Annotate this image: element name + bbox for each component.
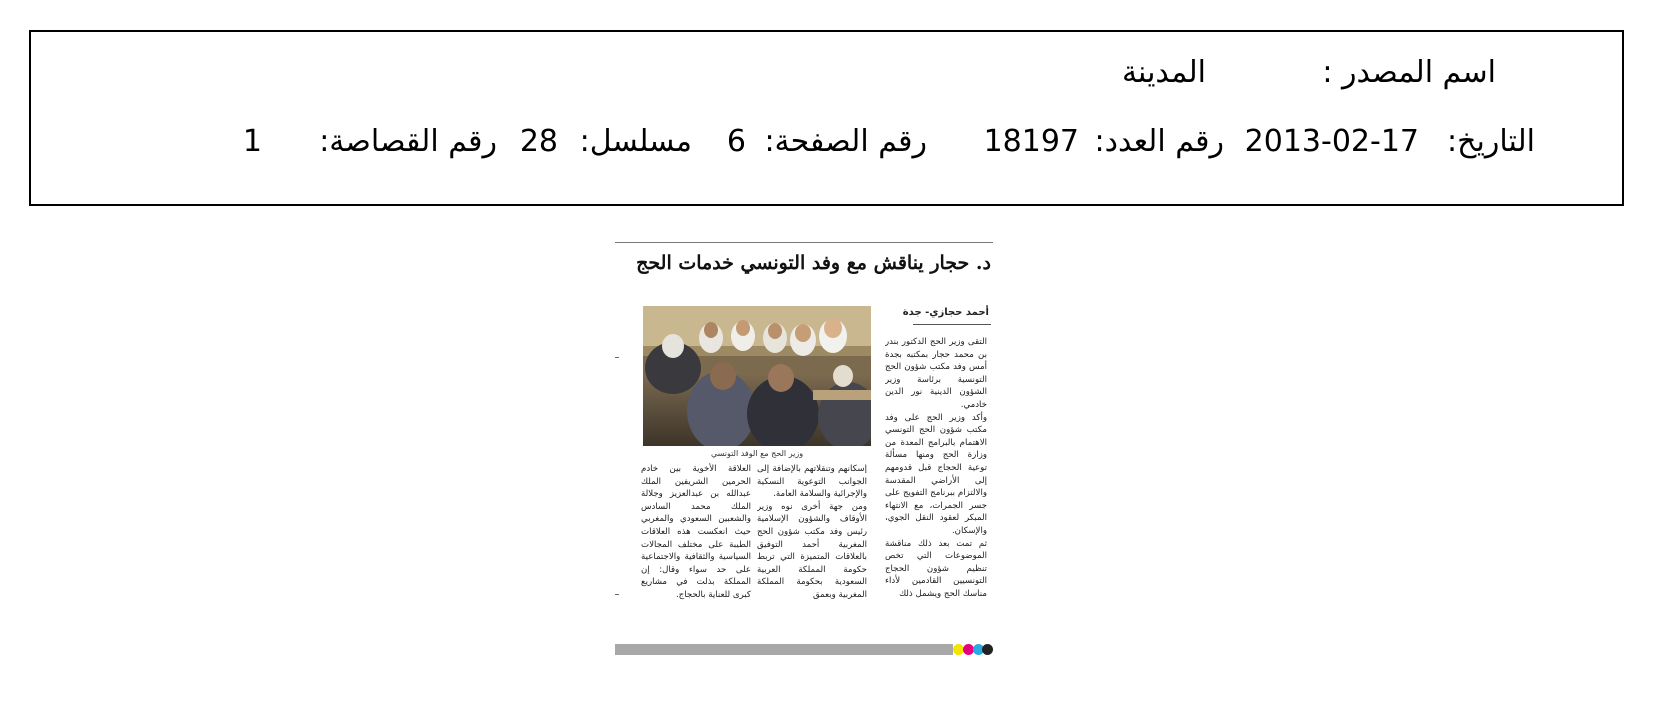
page-label: رقم الصفحة:	[764, 124, 927, 159]
article-column-right	[885, 336, 987, 648]
meeting-photo-illustration	[643, 306, 871, 446]
metadata-box	[29, 30, 1624, 206]
paragraph: العلاقة الأخوية بين خادم الحرمين الشريفين الملك عبدالله بن عبدالعزيز وجلالة الملك محمد السادس والشعبين السعودي والمغربي حيث انعكست هذه العلاقات الطيبة على مختلف المجالات السياسية والثقافية والاجتماعية على حد سواء وقال: إن المملكة بذلت في مشاريع كبرى للعناية بالحجاج.	[641, 464, 751, 600]
color-bar	[615, 644, 953, 655]
article-photo	[643, 306, 871, 446]
paragraph: وأكد وزير الحج على وفد مكتب شؤون الحج التونسي الاهتمام بالبرامج المعدة من وزارة الحج ومنها مسألة توعية الحجاج قبل قدومهم إلى الأراضي المقدسة والالتزام ببرنامج التفويج على جسر الجمرات، مع الانتهاء المبكر لعقود النقل الجوي، والإسكان.	[885, 412, 987, 536]
source-label: اسم المصدر :	[1322, 55, 1496, 90]
serial-value: 28	[519, 124, 558, 159]
newspaper-clipping	[615, 242, 993, 655]
clip-label: رقم القصاصة:	[319, 124, 497, 159]
issue-label: رقم العدد:	[1094, 124, 1224, 159]
crop-mark	[615, 594, 619, 595]
article-byline: أحمد حجازي- جدة	[902, 307, 989, 318]
date-label: التاريخ:	[1447, 124, 1535, 159]
paragraph: ثم تمت بعد ذلك مناقشة الموضوعات التي تخص تنظيم شؤون الحجاج التونسيين القادمين لأداء مناسك الحج ويشمل ذلك	[885, 538, 987, 599]
date-value: 2013-02-17	[1244, 124, 1419, 159]
page-value: 6	[726, 124, 746, 159]
top-rule	[615, 242, 993, 243]
paragraph: التقى وزير الحج الدكتور بندر بن محمد حجار بمكتبه بجدة أمس وفد مكتب شؤون الحج التونسية برئاسة وزير الشؤون الدينية نور الدين خادمي.	[885, 337, 987, 410]
byline-rule	[913, 324, 991, 325]
clip-value: 1	[242, 124, 262, 159]
issue-value: 18197	[983, 124, 1079, 159]
photo-caption: وزير الحج مع الوفد التونسي	[710, 449, 804, 458]
serial-label: مسلسل:	[579, 124, 692, 159]
article-headline: د. حجار يناقش مع وفد التونسي خدمات الحج	[636, 252, 991, 274]
crop-mark	[615, 357, 619, 358]
paragraph: ومن جهة أخرى نوه وزير الأوقاف والشؤون الإسلامية رئيس وفد مكتب شؤون الحج المغربية أحمد التوفيق بالعلاقات المتميزة التي تربط حكومة المملكة العربية السعودية بحكومة المملكة المغربية وبعمق	[757, 501, 867, 600]
article-column-middle	[757, 463, 867, 648]
source-value: المدينة	[1121, 55, 1206, 90]
paragraph: إسكانهم وتنقلاتهم بالإضافة إلى الجوانب التوعوية النسكية والإجرائية والسلامة العامة.	[757, 464, 867, 500]
article-column-left	[641, 463, 751, 648]
register-dot-black	[982, 644, 993, 655]
